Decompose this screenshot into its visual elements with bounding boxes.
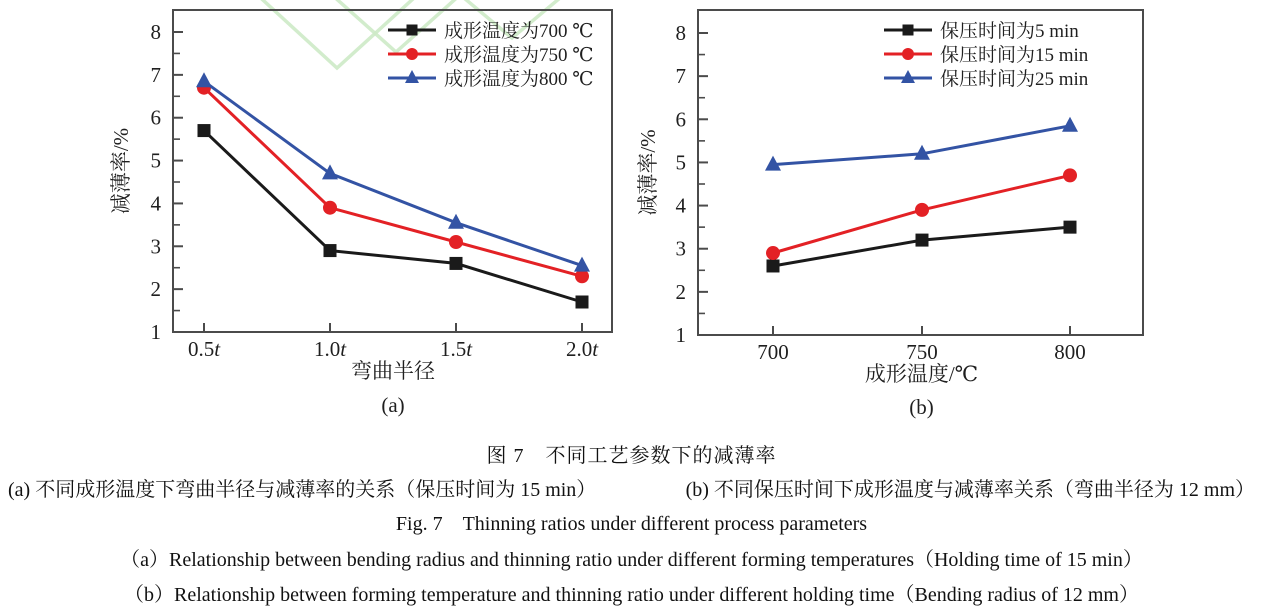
legend [388,20,594,90]
marker-triangle [322,164,338,179]
y-axis-title: 减薄率/% [636,129,660,216]
legend-label: 成形温度为750 ℃ [444,45,594,66]
x-axis [757,326,1086,364]
y-tick-label: 8 [675,21,686,45]
y-axis-title: 减薄率/% [109,127,133,215]
legend-label: 成形温度为700 ℃ [444,21,594,42]
marker-circle [766,246,780,260]
marker-circle [915,203,929,217]
y-tick-label: 5 [150,148,161,173]
y-tick-label: 2 [675,279,686,304]
marker-square [198,124,211,137]
y-tick-label: 1 [150,320,161,344]
y-tick-label: 3 [675,236,686,261]
caption-en-sub-b: （b）Relationship between forming temperature and thinning ratio under different holding time（Bending radius of 12 mm） [124,584,1139,606]
marker-square [576,296,589,309]
marker-circle [323,201,337,215]
marker-triangle [1062,117,1078,132]
y-tick-label: 4 [675,193,686,218]
legend-label: 保压时间为5 min [940,21,1079,42]
caption-zh-title: 图 7 不同工艺参数下的减薄率 [486,445,777,467]
legend-label: 保压时间为15 min [940,45,1089,66]
caption-en-title: Fig. 7 Thinning ratios under different process parameters [395,513,868,535]
marker-circle [1063,168,1077,182]
x-tick-label: 1.0t [313,337,347,361]
caption-en-sub-a: （a）Relationship between bending radius and thinning ratio under different forming temperatures（Holding time of 15 min） [120,549,1143,571]
marker-square [407,25,418,36]
x-axis-title: 成形温度/℃ [864,362,979,386]
legend-label: 成形温度为800 ℃ [444,69,594,90]
marker-square [450,257,463,270]
y-axis [676,21,709,347]
marker-square [916,234,929,247]
y-axis [151,20,184,344]
y-tick-label: 4 [150,191,161,216]
y-tick-label: 1 [675,323,686,347]
x-axis [188,323,599,361]
series-line [204,88,582,277]
y-tick-label: 2 [150,277,161,302]
marker-circle [902,48,914,60]
x-axis-title: 弯曲半径 [351,359,435,383]
marker-square [1064,221,1077,234]
x-tick-label: 700 [757,340,789,364]
series-square [198,124,589,308]
y-tick-label: 7 [150,62,161,87]
chart-a [109,0,612,417]
series-line [204,131,582,302]
y-tick-label: 5 [675,150,686,175]
x-tick-label: 1.5t [439,337,473,361]
panel-label: (a) [381,393,405,417]
x-tick-label: 750 [906,340,938,364]
marker-triangle [196,72,212,87]
caption-zh-sub-a: (a) 不同成形温度下弯曲半径与减薄率的关系（保压时间为 15 min） [8,479,597,501]
x-tick-label: 0.5t [187,337,221,361]
legend [884,20,1089,90]
y-tick-label: 3 [150,234,161,259]
x-tick-label: 800 [1054,340,1086,364]
series-square [767,221,1077,273]
series-triangle [765,117,1078,171]
panel-label: (b) [909,395,934,419]
y-tick-label: 6 [150,105,161,130]
series-line [204,81,582,265]
y-tick-label: 8 [150,20,161,44]
y-tick-label: 6 [675,107,686,132]
marker-circle [449,235,463,249]
marker-square [767,259,780,272]
marker-square [903,25,914,36]
marker-circle [406,48,418,60]
caption-zh-subtitles [0,478,1263,502]
chart-b [636,10,1143,419]
legend-label: 保压时间为25 min [940,69,1089,90]
y-tick-label: 7 [675,64,686,89]
series-triangle [196,72,590,271]
x-tick-label: 2.0t [565,337,599,361]
marker-square [324,244,337,257]
caption-zh-sub-b: (b) 不同保压时间下成形温度与减薄率关系（弯曲半径为 12 mm） [685,479,1255,501]
